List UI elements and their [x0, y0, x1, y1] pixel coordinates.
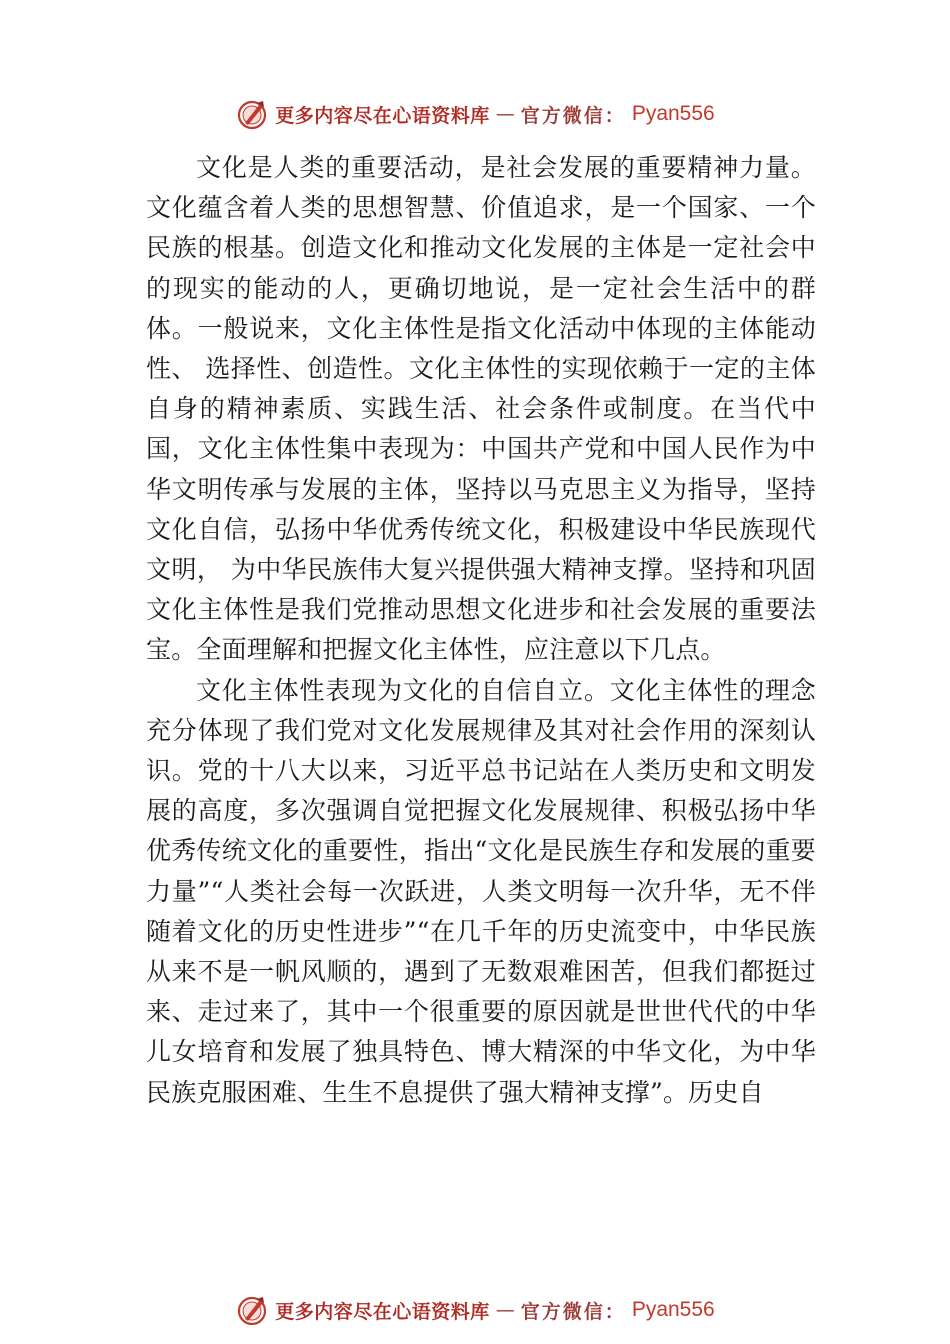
footer-banner-inner [235, 1293, 714, 1327]
paragraph-1: 文化是人类的重要活动，是社会发展的重要精神力量。文化蕴含着人类的思想智慧、价值追求，是一个国家、一个民族的根基。创造文化和推动文化发展的主体是一定社会中的现实的能动的人，更确切地说，是一定社会生活中的群体。一般说来，文化主体性是指文化活动中体现的主体能动性、 选择性、创造性。文化主体性的实现依赖于一定的主体自身的精神素质、实践生活、社会条件或制度。在当代中国，文化主体性集中表现为：中国共产党和中国人民作为中华文明传承与发展的主体，坚持以马克思主义为指导，坚持文化自信，弘扬中华优秀传统文化，积极建设中华民族现代文明， 为中华民族伟大复兴提供强大精神支撑。坚持和巩固文化主体性是我们党推动思想文化进步和社会发展的重要法宝。全面理解和把握文化主体性，应注意以下几点。 [146, 153, 816, 665]
paragraph-2: 文化主体性表现为文化的自信自立。文化主体性的理念充分体现了我们党对文化发展规律及其对社会作用的深刻认识。党的十八大以来，习近平总书记站在人类历史和文明发展的高度，多次强调自觉把握文化发展规律、积极弘扬中华优秀传统文化的重要性，指出“文化是民族生存和发展的重要力量”“人类社会每一次跃进，人类文明每一次升华，无不伴随着文化的历史性进步”“在几千年的历史流变中，中华民族从来不是一帆风顺的，遇到了无数艰难困苦，但我们都挺过来、走过来了，其中一个很重要的原因就是世世代代的中华儿女培育和发展了独具特色、博大精深的中华文化，为中华民族克服困难、生生不息提供了强大精神支撑”。历史自 [146, 675, 816, 1107]
banner-wechat-label: 官方微信： [520, 104, 626, 127]
footer-banner [0, 1290, 950, 1330]
header-banner-inner [235, 97, 714, 131]
banner-title: 更多内容尽在心语资料库 [275, 1300, 490, 1323]
pen-nib-logo-icon [235, 97, 269, 131]
banner-separator: — [495, 103, 515, 125]
banner-wechat-id: Pyan556 [631, 1298, 715, 1321]
banner-wechat-label: 官方微信： [520, 1300, 626, 1323]
document-body [146, 148, 816, 1113]
banner-separator: — [495, 1299, 515, 1321]
banner-title: 更多内容尽在心语资料库 [275, 104, 490, 127]
pen-nib-logo-icon [235, 1293, 269, 1327]
header-banner [0, 94, 950, 134]
banner-wechat-id: Pyan556 [631, 102, 715, 125]
